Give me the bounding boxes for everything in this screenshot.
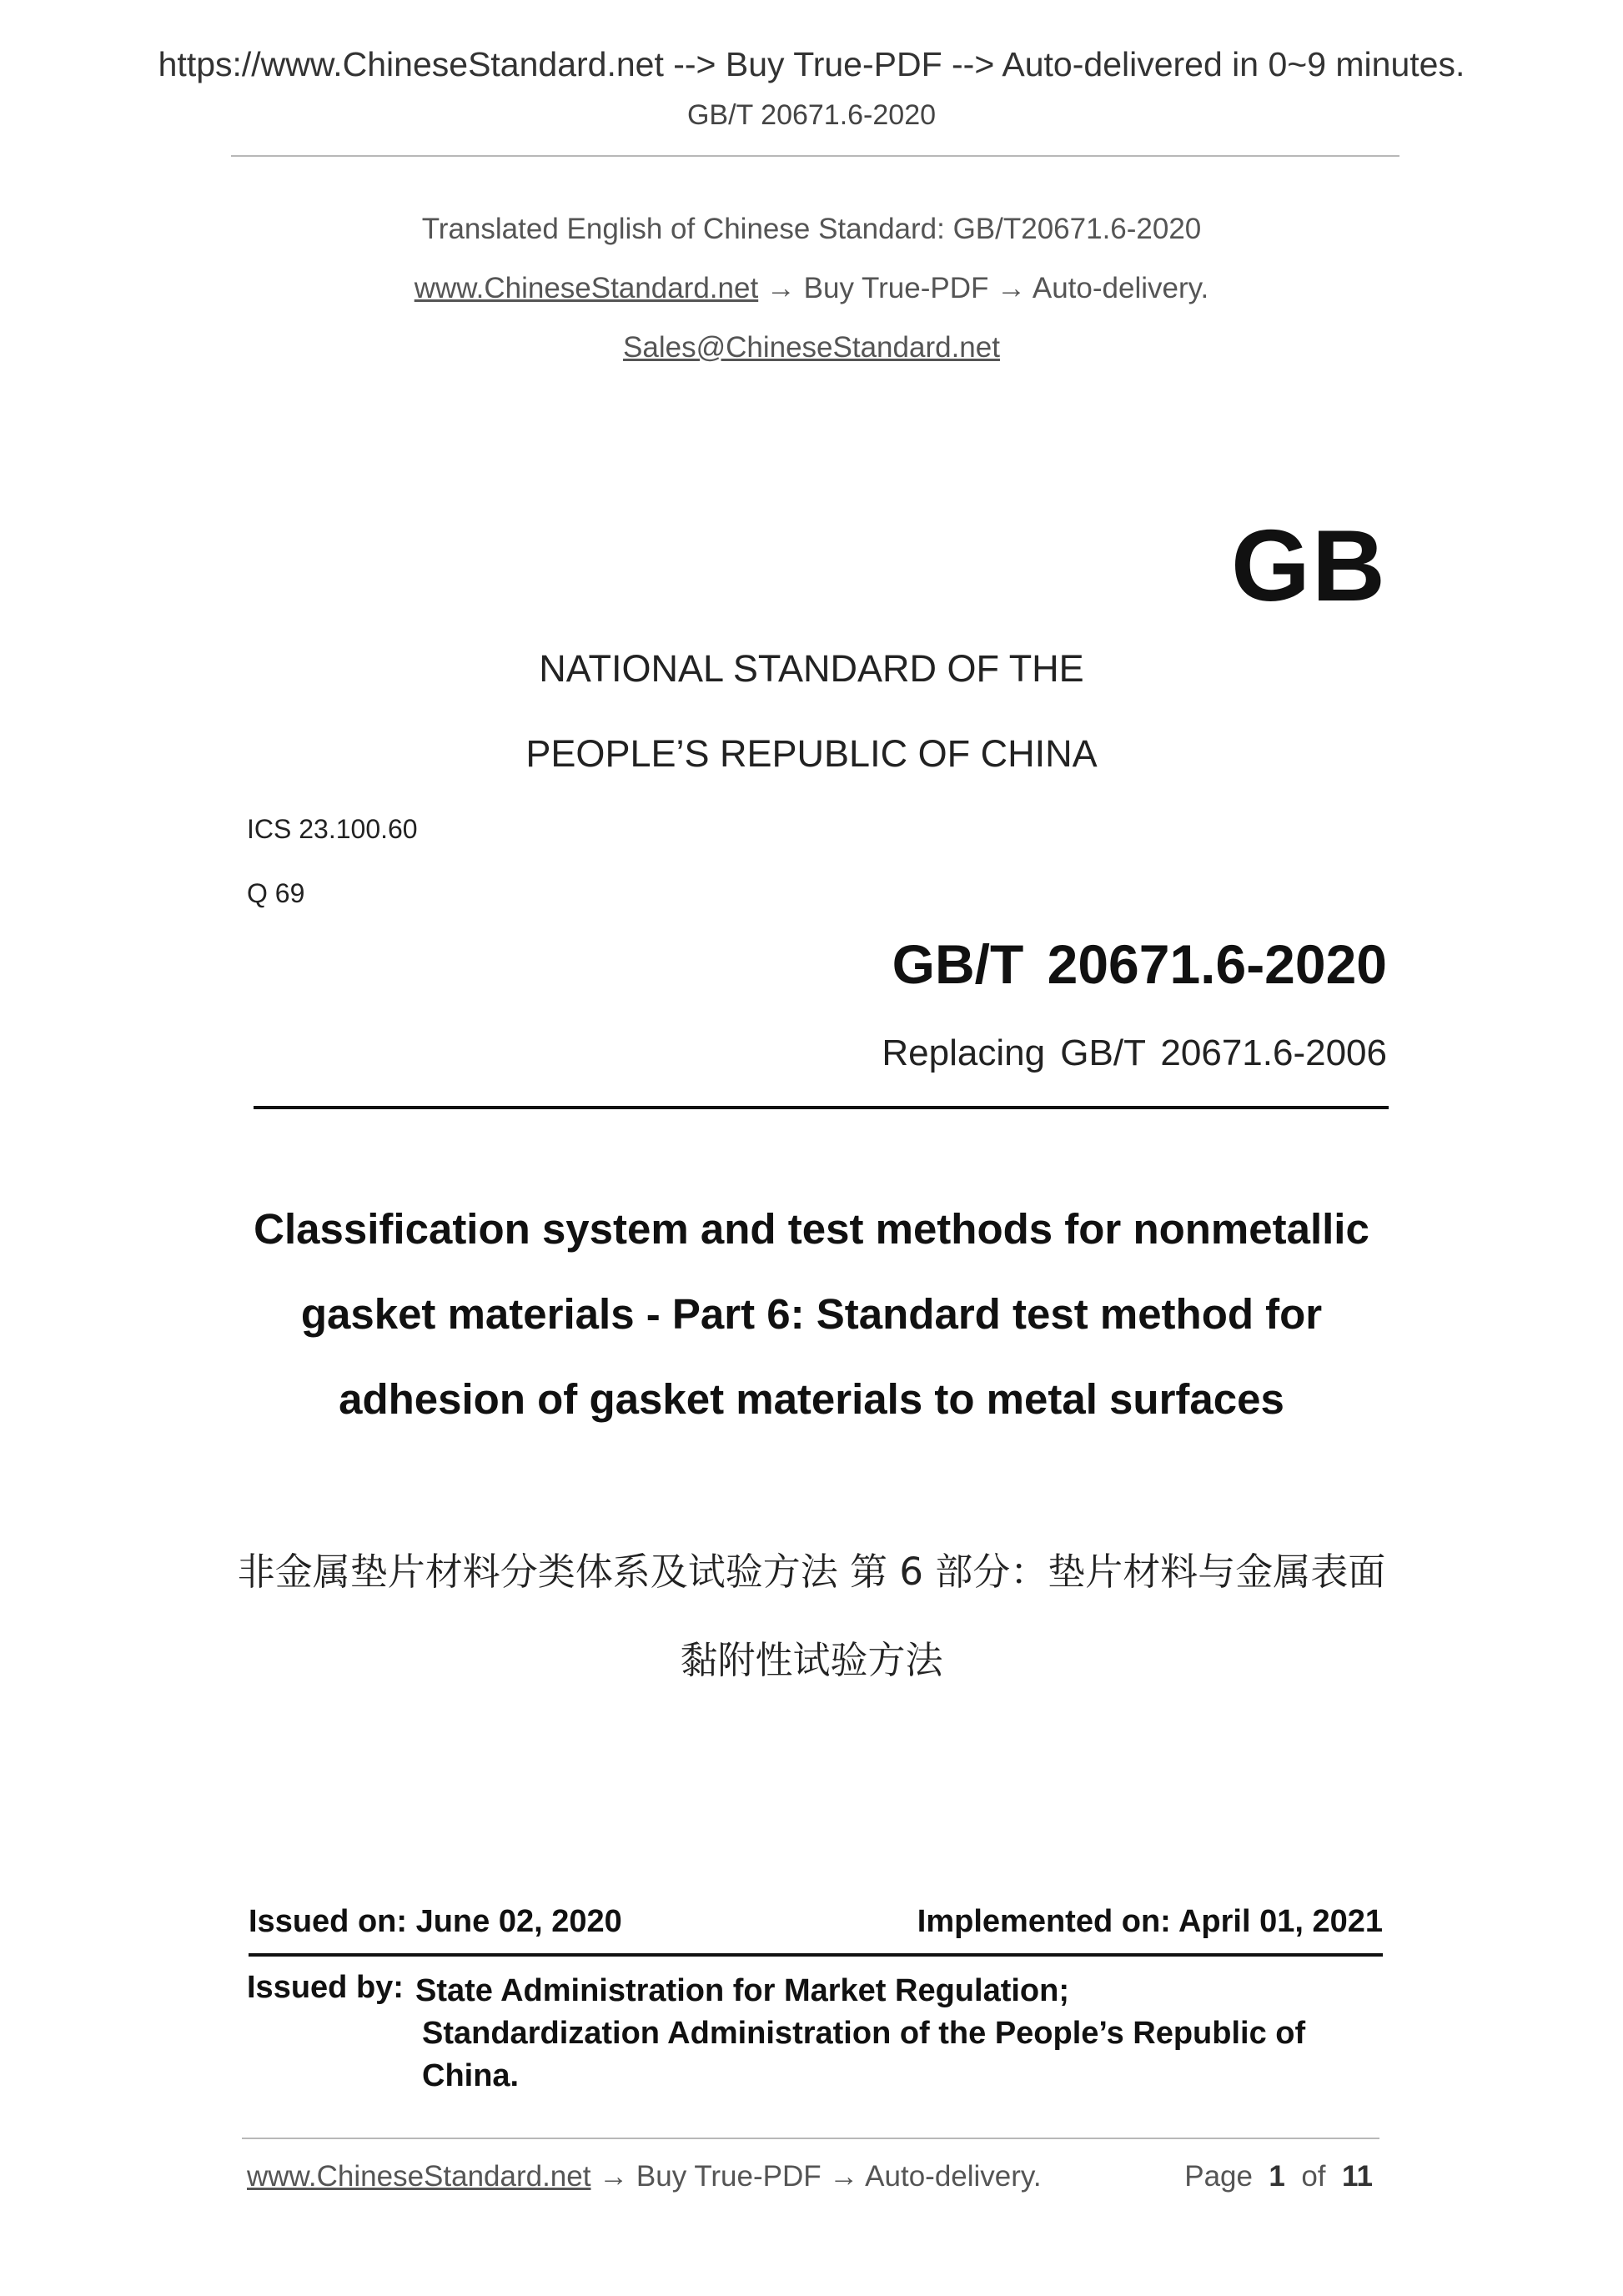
replacing-standard: Replacing GB/T 20671.6-2006 — [882, 1032, 1387, 1073]
gb-mark: GB — [1231, 509, 1387, 622]
sales-email-link[interactable]: Sales@ChineseStandard.net — [623, 331, 1000, 364]
footer-site-link[interactable]: www.ChineseStandard.net — [247, 2160, 591, 2193]
footer-divider — [242, 2138, 1379, 2139]
header-standard-code: GB/T 20671.6-2020 — [686, 99, 937, 131]
promo-site-rest: → Buy True-PDF → Auto-delivery. — [758, 272, 1209, 304]
translated-notice: Translated English of Chinese Standard: GB/T20671.6-2020 — [421, 213, 1202, 245]
header-divider — [231, 155, 1399, 157]
footer-site-line — [247, 2160, 1042, 2193]
implemented-on-date: Implemented on: April 01, 2021 — [917, 1904, 1383, 1939]
q-code: Q 69 — [247, 878, 305, 908]
title-divider — [254, 1106, 1389, 1109]
issued-on-date: Issued on: June 02, 2020 — [249, 1904, 622, 1939]
issued-by-org-2: Standardization Administration of the People’s Republic of China. — [422, 2016, 1306, 2093]
national-standard-line-2: PEOPLE’S REPUBLIC OF CHINA — [525, 732, 1098, 775]
issue-divider — [249, 1953, 1383, 1957]
issued-by-org-1: State Administration for Market Regulation; — [415, 1973, 1069, 2008]
page-of: of — [1301, 2160, 1326, 2193]
page-current: 1 — [1269, 2160, 1285, 2193]
issued-by-label: Issued by: — [247, 1970, 404, 2005]
national-standard-line-1: NATIONAL STANDARD OF THE — [539, 647, 1084, 690]
promo-site-line — [0, 272, 1623, 305]
title-chinese: 非金属垫片材料分类体系及试验方法 第 6 部分：垫片材料与金属表面黏附性试验方法 — [237, 1550, 1386, 1682]
promo-sales-line — [0, 331, 1623, 364]
ics-code: ICS 23.100.60 — [247, 814, 418, 844]
title-english: Classification system and test methods for nonmetallic gasket materials - Part 6: Standard test method for adhesion of gasket materials to metal surfaces — [254, 1205, 1369, 1423]
page-total: 11 — [1342, 2160, 1373, 2193]
page-label: Page — [1184, 2160, 1253, 2193]
issued-by-organizations — [415, 1970, 1389, 2098]
footer-site-rest: → Buy True-PDF → Auto-delivery. — [590, 2160, 1042, 2193]
header-url-banner: https://www.ChineseStandard.net --> Buy True-PDF --> Auto-delivered in 0~9 minutes. — [158, 45, 1465, 83]
standard-number: GB/T 20671.6-2020 — [892, 933, 1387, 995]
page-indicator — [1184, 2160, 1373, 2193]
promo-site-link[interactable]: www.ChineseStandard.net — [414, 272, 759, 304]
